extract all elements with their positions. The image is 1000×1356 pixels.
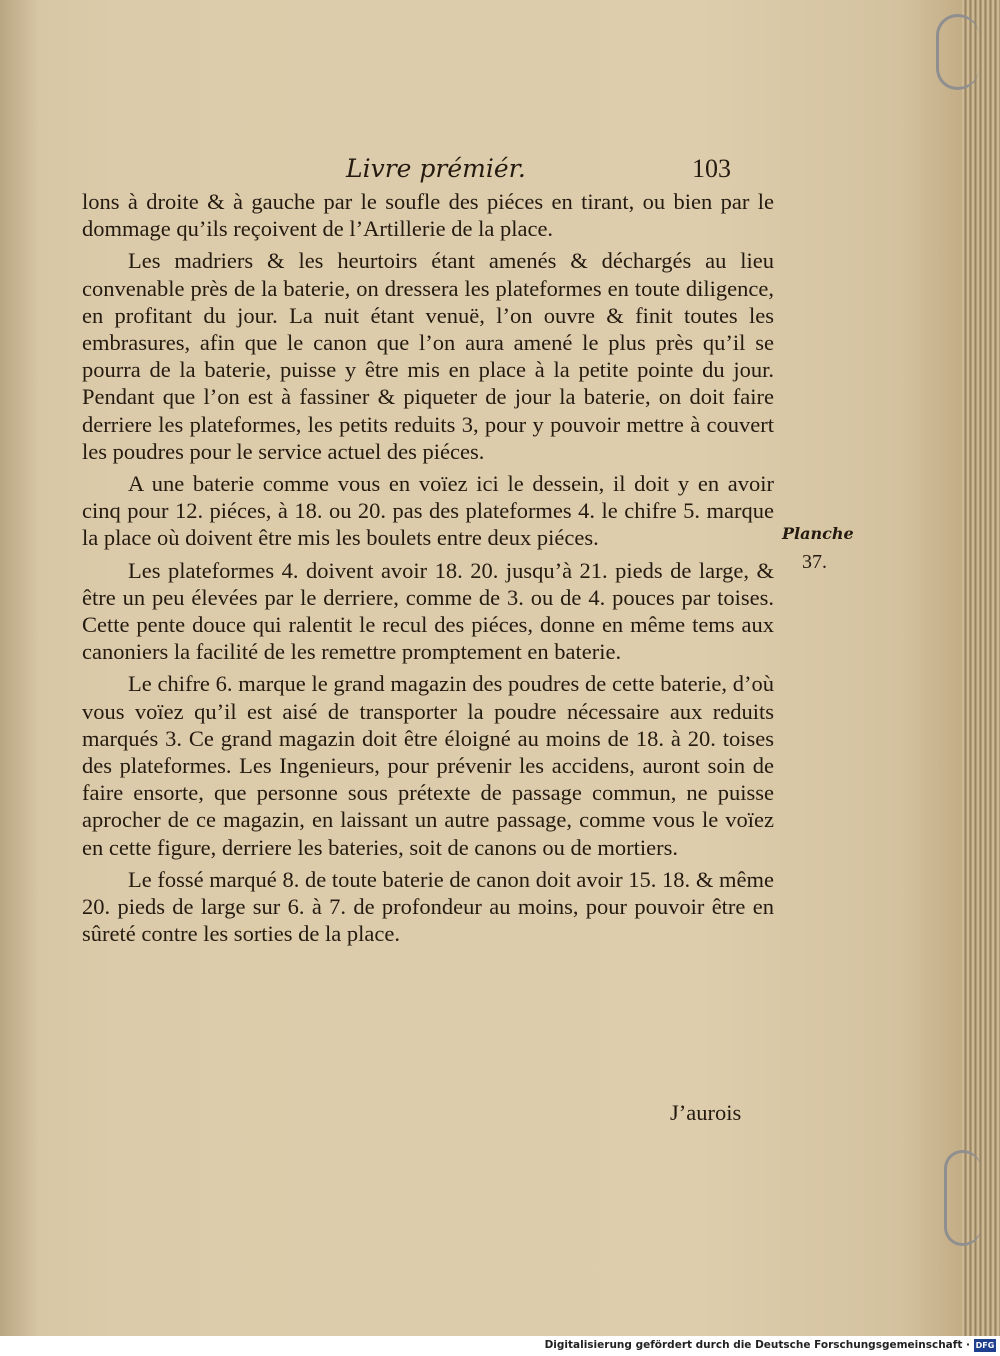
funding-credit: Digitalisierung gefördert durch die Deutsche Forschungsgemeinschaft · <box>544 1339 970 1351</box>
page-clip-top <box>936 14 979 90</box>
paragraph: Les plateformes 4. doivent avoir 18. 20. jusqu’à 21. pieds de large, & être un peu élevées par le derriere, comme de 3. ou de 4. pouces par toises. Cette pente douce qui ralentit le recul des piéces, donne en même tems aux canoniers la facilité de les remettre promptement en baterie. <box>82 557 774 665</box>
page-number: 103 <box>692 154 731 183</box>
margin-note <box>782 520 852 576</box>
paragraph: Le chifre 6. marque le grand magazin des poudres de cette baterie, d’où vous voïez qu’il est aisé de transporter la poudre nécessaire aux reduits marqués 3. Ce grand magazin doit être éloigné au moins de 18. à 20. toises des plateformes. Les Ingenieurs, pour prévenir les accidens, auront soin de faire ensorte, que personne sous prétexte de passage commun, ne puisse aprocher de ce magazin, en laissant un autre passage, comme vous le voïez en cette figure, derriere les bateries, soit de canons ou de mortiers. <box>82 671 774 860</box>
paragraph: Les madriers & les heurtoirs étant amenés & déchargés au lieu convenable près de la baterie, on dressera les plateformes en toute diligence, en profitant du jour. La nuit étant venuë, l’on ouvre & finit toutes les embrasures, afin que le canon que l’on aura amené le plus près qu’il se pourra de la baterie, puisse y être mis en place à la petite pointe du jour. Pendant que l’on est à fassiner & piqueter de jour la baterie, on doit faire derriere les plateformes, les petits reduits 3, pour y pouvoir mettre à couvert les poudres pour le service actuel des piéces. <box>82 248 774 464</box>
dfg-logo: DFG <box>975 1341 995 1350</box>
margin-note-number: 37. <box>802 551 827 573</box>
page-edges <box>962 0 1000 1336</box>
margin-note-label: Planche <box>782 524 854 543</box>
page-clip-bottom <box>944 1150 981 1246</box>
paragraph: A une baterie comme vous en voïez ici le dessein, il doit y en avoir cinq pour 12. piéces, à 18. ou 20. pas des plateformes 4. le chifre 5. marque la place où doivent être mis les boulets entre deux piéces. <box>82 471 774 551</box>
footer-bar <box>0 1336 1000 1356</box>
body-text <box>82 188 774 952</box>
paragraph: Le fossé marqué 8. de toute baterie de canon doit avoir 15. 18. & même 20. pieds de large sur 6. à 7. de profondeur au moins, pour pouvoir être en sûreté contre les sorties de la place. <box>82 866 774 947</box>
running-title: Livre prémiér. <box>346 154 526 183</box>
catchword: J’aurois <box>670 1100 742 1125</box>
paragraph: lons à droite & à gauche par le soufle des piéces en tirant, ou bien par le dommage qu’ils reçoivent de l’Artillerie de la place. <box>82 189 774 242</box>
